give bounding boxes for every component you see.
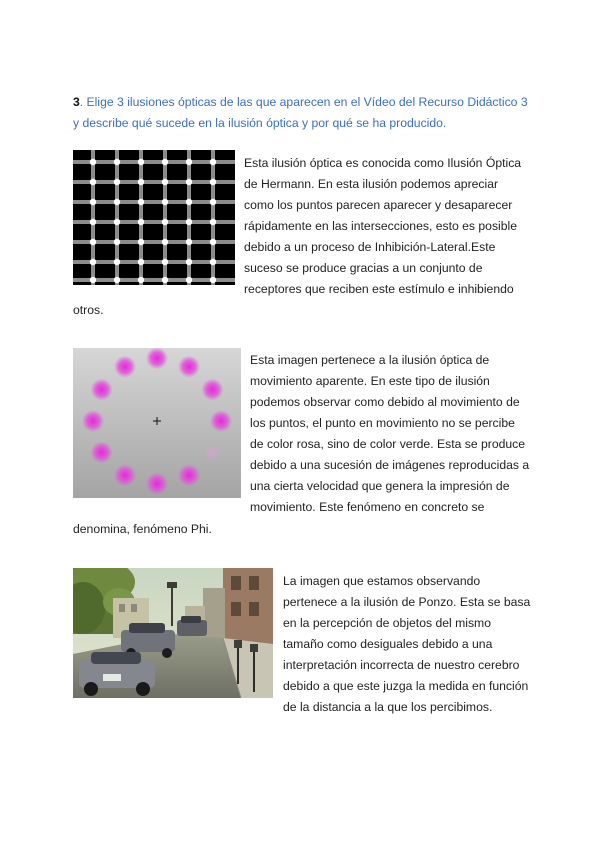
- phi-dot: [146, 348, 168, 369]
- text-line: de Hermann. En esta ilusión podemos apreciar: [244, 177, 499, 191]
- grid-dot: [138, 259, 144, 265]
- text-line: los puntos, el punto en movimiento no se percibe: [250, 416, 515, 430]
- grid-dot: [210, 239, 216, 245]
- hermann-description-tail: [73, 300, 103, 321]
- text-line: de la distancia a la que los percibimos.: [283, 700, 493, 714]
- question-line-2: y describe qué sucede en la ilusión óptica y por qué se ha producido.: [73, 116, 447, 130]
- text-line: La imagen que estamos observando: [283, 574, 481, 588]
- text-line: rápidamente en las intersecciones, esto es posible: [244, 219, 518, 233]
- grid-dot: [162, 199, 168, 205]
- text-line: en la percepción de objetos del mismo: [283, 616, 491, 630]
- grid-dot: [138, 199, 144, 205]
- ponzo-street-photo: [73, 568, 273, 698]
- phi-dot: [114, 464, 136, 486]
- grid-dot: [90, 199, 96, 205]
- grid-dot: [186, 199, 192, 205]
- grid-dot: [90, 219, 96, 225]
- grid-dot: [114, 219, 120, 225]
- grid-dot: [210, 179, 216, 185]
- text-line: debido a un proceso de Inhibición-Lateral.Este: [244, 240, 496, 254]
- grid-dot: [90, 277, 96, 283]
- phi-dot: [91, 379, 113, 401]
- grid-dot: [162, 239, 168, 245]
- phi-dot: [91, 441, 113, 463]
- ponzo-description: [283, 571, 530, 718]
- grid-dot: [90, 239, 96, 245]
- grid-dot: [186, 239, 192, 245]
- hermann-description: [244, 153, 521, 300]
- question-heading: [73, 92, 543, 134]
- grid-dot: [186, 219, 192, 225]
- text-line: denomina, fenómeno Phi.: [73, 522, 212, 536]
- grid-dot: [162, 259, 168, 265]
- text-line: otros.: [73, 303, 104, 317]
- grid-dot: [90, 159, 96, 165]
- phi-phenomenon-image: [73, 348, 241, 498]
- grid-dot: [210, 159, 216, 165]
- text-line: movimiento aparente. En este tipo de ilusión: [250, 374, 490, 388]
- grid-dot: [114, 277, 120, 283]
- phi-description: [250, 350, 529, 518]
- question-line-1: . Elige 3 ilusiones ópticas de las que aparecen en el Vídeo del Recurso Didáctico 3: [79, 95, 528, 109]
- grid-dot: [138, 219, 144, 225]
- text-line: tamaño como desiguales debido a una: [283, 637, 493, 651]
- text-line: suceso se produce gracias a un conjunto de: [244, 261, 483, 275]
- phi-dot: [201, 379, 223, 401]
- grid-dot: [210, 259, 216, 265]
- phi-dot: [114, 356, 136, 378]
- grid-dot: [138, 179, 144, 185]
- question-number: 3: [73, 95, 80, 109]
- hermann-grid-image: [73, 150, 235, 285]
- text-line: podemos observar como debido al movimiento de: [250, 395, 520, 409]
- grid-dot: [138, 239, 144, 245]
- grid-dot: [114, 159, 120, 165]
- text-line: Esta imagen pertenece a la ilusión óptica de: [250, 353, 490, 367]
- text-line: debido a una sucesión de imágenes reproducidas a: [250, 458, 530, 472]
- grid-dot: [186, 179, 192, 185]
- phi-dot: [178, 464, 200, 486]
- grid-dot: [210, 277, 216, 283]
- grid-dot: [186, 159, 192, 165]
- grid-dot: [90, 259, 96, 265]
- grid-dot: [186, 259, 192, 265]
- text-line: como los puntos parecen aparecer y desaparecer: [244, 198, 513, 212]
- grid-dot: [114, 259, 120, 265]
- grid-dot: [90, 179, 96, 185]
- grid-dot: [210, 199, 216, 205]
- phi-dot: [210, 410, 232, 432]
- grid-dot: [114, 199, 120, 205]
- text-line: de color rosa, sino de color verde. Esta se produce: [250, 437, 526, 451]
- phi-dot: [146, 473, 168, 495]
- phi-description-tail: [73, 519, 212, 540]
- text-line: movimiento. Este fenómeno en concreto se: [250, 500, 485, 514]
- text-line: debido a que este juzga la medida en función: [283, 679, 529, 693]
- text-line: pertenece a la ilusión de Ponzo. Esta se basa: [283, 595, 531, 609]
- phi-dot: [178, 356, 200, 378]
- grid-dot: [162, 159, 168, 165]
- grid-dot: [162, 179, 168, 185]
- grid-dot: [162, 219, 168, 225]
- text-line: receptores que reciben este estímulo e inhibiendo: [244, 282, 514, 296]
- grid-dot: [114, 179, 120, 185]
- text-line: interpretación incorrecta de nuestro cerebro: [283, 658, 520, 672]
- phi-dot-faint: [204, 444, 220, 460]
- text-line: una cierta velocidad que genera la impresión de: [250, 479, 510, 493]
- grid-dot: [114, 239, 120, 245]
- text-line: Esta ilusión óptica es conocida como Ilusión Óptica: [244, 156, 522, 170]
- grid-dot: [210, 219, 216, 225]
- phi-dot: [82, 410, 104, 432]
- grid-dot: [138, 159, 144, 165]
- grid-dot: [162, 277, 168, 283]
- grid-dot: [186, 277, 192, 283]
- grid-dot: [138, 277, 144, 283]
